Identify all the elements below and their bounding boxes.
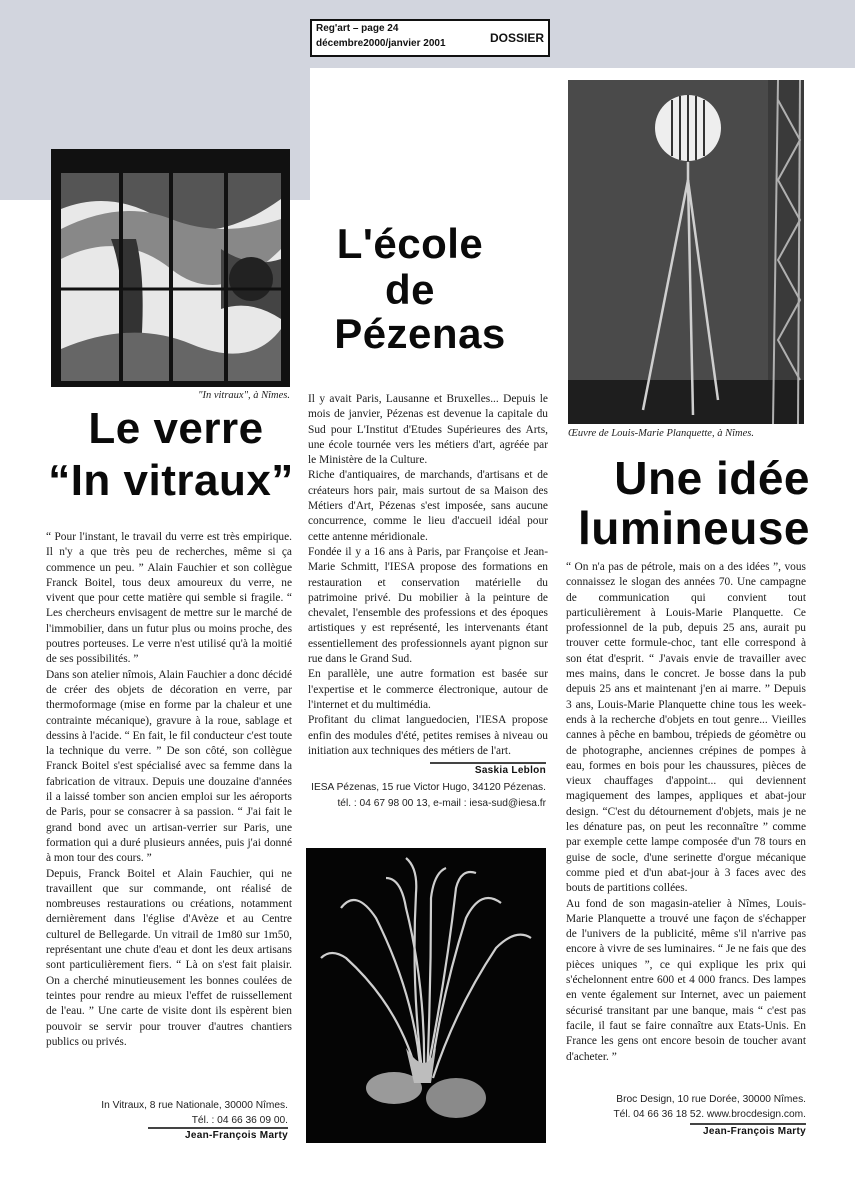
glass-sculpture-photo — [306, 848, 546, 1143]
left-address: In Vitraux, 8 rue Nationale, 30000 Nîmes. — [101, 1100, 288, 1111]
middle-contact: tél. : 04 67 98 00 13, e-mail : iesa-sud@iesa.fr — [337, 798, 546, 809]
right-contact: Tél. 04 66 36 18 52. www.brocdesign.com. — [613, 1109, 806, 1120]
middle-article — [308, 392, 548, 759]
middle-address: IESA Pézenas, 15 rue Victor Hugo, 34120 Pézenas. — [311, 782, 546, 793]
lamp-image — [568, 80, 804, 424]
left-photo-caption: "In vitraux", à Nîmes. — [198, 390, 290, 401]
right-article — [566, 560, 806, 1065]
left-paragraph-1: “ Pour l'instant, le travail du verre est très empirique. Il n'y a que très peu de recherches, même si ça commence un peu. ” Alain Fauchier et son collègue Franck Boitel, tous deux amoureux du verre, ne vivent que pour cette matière qui semble si fragile. “ Les chercheurs envisagent de mettre sur le marché de l'immobilier, dans un futur plus ou moins proche, des poutres porteuses. Le verre n'est utilisé qu'à la moitié de ses possibilités. ” — [46, 531, 292, 666]
glass-sculpture-image — [306, 848, 546, 1143]
right-photo-caption: Œuvre de Louis-Marie Planquette, à Nîmes. — [568, 428, 754, 439]
left-title-line2: “In vitraux” — [48, 456, 294, 505]
middle-author: Saskia Leblon — [430, 762, 546, 776]
middle-paragraph-3: Fondée il y a 16 ans à Paris, par Françoise et Jean-Marie Schmitt, l'IESA propose des formations en restauration et conservation matérielle du patrimoine privé. Du mobilier à la peinture de chevalet, l'ensemble des professions et des époques artistiques y est représenté, les intervenants étant essentiellement des professionnels ayant pignon sur rue dans le Grand Sud. — [308, 545, 548, 666]
middle-paragraph-5: Profitant du climat languedocien, l'IESA propose enfin des modules d'été, petites remises à niveau ou initiation aux techniques des métiers de l'art. — [308, 714, 548, 757]
left-paragraph-3: Depuis, Franck Boitel et Alain Fauchier, qui ne travaillent que sur commande, ont réalisé de nombreuses restaurations ou créations, notamment dernièrement dans l'église d'Avèze et au Centre culturel de Bellegarde. Un vitrail de 1m80 sur 1m50, représentant une chute d'eau et dont les deux artisans sont particulièrement fiers. “ Là on s'est fait plaisir. On a cherché minutieusement les bonnes coulées de teintes pour rendre au mieux l'effet de ruissellement de l'eau. ” Une carte de visite dont ils espèrent bien pouvoir se servir pour trouver d'autres chantiers publics ou privés. — [46, 867, 292, 1048]
lamp-photo — [568, 80, 804, 424]
middle-paragraph-4: En parallèle, une autre formation est basée sur l'expertise et le commerce électronique, autour de l'internet et du multimédia. — [308, 668, 548, 711]
page-header — [310, 19, 550, 57]
left-title-line1: Le verre — [88, 404, 264, 453]
left-article — [46, 530, 292, 1050]
issue-date: décembre2000/janvier 2001 — [316, 38, 446, 49]
left-paragraph-2: Dans son atelier nîmois, Alain Fauchier a donc décidé de créer des objets de décoration en verre, par thermoformage (mise en forme par la chaleur et une contrainte mécanique), gravure à la roue, sablage et dessins à l'acide. “ En fait, le fil conducteur c'est toute la technique du verre. ” De son côté, son collègue Franck Boitel s'est spécialisé avec sa femme dans la fabrication de vitraux. Depuis une douzaine d'années il a laissé tomber son ancien emploi sur les aéroports de Paris, pour se consacrer à sa passion. “ J'ai fait le grand bond avec un artisan-verrier sur Paris, une formation qui a duré plusieurs années, puis j'ai donné à mon tour des cours. ” — [46, 668, 292, 865]
right-paragraph-1: “ On n'a pas de pétrole, mais on a des idées ”, vous connaissez le slogan des années 70. Une campagne de communication qui convient tout particulièrement à Louis-Marie Planquette. Ce professionnel de la pub, depuis 25 ans, aurait pu trouver cette formule-choc, tant elle correspond à son état d'esprit. “ J'avais envie de travailler avec mes mains, dans le concret. Je bosse dans la pub depuis 25 ans et maintenant j'en ai marre. ” Depuis 3 ans, Louis-Marie Planquette chine tous les week-ends à la recherche d'objets en tout genre... Vieilles cannes à pêche en bambou, trépieds de géomètre ou de photographe, anciennes crépines de pompes à eau, formes en bois pour les chaussures, pièces de vieux chauffages d'appoint... qui deviennent magiquement des lampes, appliques et abat-jour design. “C'est du détournement d'objets, mais je ne les dénature pas, on peut les reconnaître ” comme par exemple cette lampe composée d'un 78 tours en guise de socle, d'une serinette d'orgue mécanique comme pied et d'un abat-jour à 3 faces avec des bouts de partitions collées. — [566, 561, 806, 895]
left-author: Jean-François Marty — [148, 1127, 288, 1141]
magazine-label: Reg'art – page 24 — [316, 23, 399, 34]
right-title-line2: lumineuse — [577, 502, 810, 554]
right-paragraph-2: Au fond de son magasin-atelier à Nîmes, Louis-Marie Planquette a trouvé une façon de s'échapper de l'univers de la publicité, même s'il n'arrive pas encore à vivre de ses luminaires. “ Je ne fais que des pièces uniques ”, ce qui explique les prix qui s'échelonnent entre 600 et 4 000 francs. Des lampes en vente également sur Internet, avec un paiement sécurisé transitant par une banque, mais “ c'est pas facile, il faut se faire connaître aux Etats-Unis. En France les gens ont encore besoin de toucher avant d'acheter. ” — [566, 897, 806, 1063]
right-author: Jean-François Marty — [690, 1123, 806, 1137]
middle-paragraph-1: Il y avait Paris, Lausanne et Bruxelles... Depuis le mois de janvier, Pézenas est devenue la capitale du Sud pour L'Institut d'Etudes Supérieures des Arts, une école tournée vers les métiers d'art, agréée par le Ministère de la Culture. — [308, 393, 548, 467]
stained-glass-image — [51, 149, 290, 387]
left-phone: Tél. : 04 66 36 09 00. — [191, 1115, 288, 1126]
middle-title-line3: Pézenas — [334, 310, 506, 357]
right-address: Broc Design, 10 rue Dorée, 30000 Nîmes. — [616, 1094, 806, 1105]
middle-title-line2: de — [384, 266, 435, 313]
middle-title-line1: L'école — [336, 220, 484, 267]
middle-paragraph-2: Riche d'antiquaires, de marchands, d'artisans et de créateurs hors pair, mais surtout de sa Maison des Métiers d'Art, Pézenas s'est imposée, sans aucune concurrence, comme le lieu d'accueil idéal pour cette antenne méridionale. — [308, 469, 548, 543]
section-label: DOSSIER — [489, 31, 544, 45]
right-title-line1: Une idée — [614, 452, 810, 504]
stained-glass-photo — [51, 149, 290, 387]
